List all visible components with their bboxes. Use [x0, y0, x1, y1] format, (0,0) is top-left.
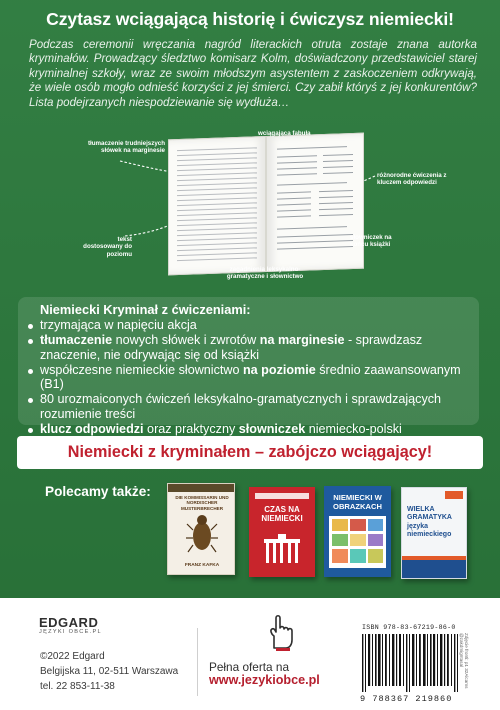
slogan-banner	[17, 436, 483, 469]
features-box	[18, 297, 479, 436]
brandenburg-gate-icon	[262, 533, 302, 565]
feature-item: tłumaczenie nowych słówek i zwrotów na marginesie - sprawdzasz znaczenie, nie odrywając się od książki	[26, 333, 474, 362]
feature-item: trzymająca w napięciu akcja	[26, 318, 474, 333]
callout-level: tekst dostosowany do poziomu	[83, 236, 132, 258]
right-page	[266, 133, 364, 272]
offer-label: Pełna oferta na	[209, 660, 290, 674]
barcode	[362, 634, 460, 692]
feature-item: 80 urozmaiconych ćwiczeń leksykalno-gramatycznych i sprawdzających rozumienie treści	[26, 392, 474, 421]
recommend-label: Polecamy także:	[45, 484, 151, 499]
callout-exercises: różnorodne ćwiczenia z kluczem odpowiedzi	[377, 172, 447, 187]
barcode-digits: 9 788367 219860	[360, 694, 453, 704]
book-cover-czas-na-niemiecki[interactable]: CZAS NA NIEMIECKI	[249, 487, 315, 577]
features-title: Niemiecki Kryminał z ćwiczeniami:	[40, 302, 251, 317]
phone: tel. 22 853-11-38	[40, 681, 115, 692]
book-cover-niemiecki-w-obrazkach[interactable]: NIEMIECKI W OBRAZKACH	[324, 486, 391, 577]
open-book	[168, 133, 364, 276]
isbn: ISBN 978-83-67219-86-0	[362, 624, 456, 631]
intro-text: Podczas ceremonii wręczania nagród literackich otruta zostaje znana autorka kryminałów. Prowadzący śledztwo komisarz Kolm, doświadczony przedstawiciel starej kryminalnej szkoły, wraz ze swoim młodszym asystentem z zaskoczeniem odkrywają, że wiele osób mogło odnieść korzyści z jej śmierci. Czy zabił któryś z jej konkurentów? Lista podejrzanych niespodziewanie się wydłuża…	[29, 38, 477, 109]
photo-credit: Zdjęcie fronti: p1 32Alcams @zakdmigntasal	[458, 633, 469, 689]
copyright: ©2022 Edgard	[40, 651, 105, 662]
slogan-text: Niemiecki z kryminałem – zabójczo wciągający!	[67, 443, 433, 461]
footer-divider	[197, 628, 198, 696]
callout-plot: wciągająca fabuła	[258, 130, 311, 137]
callout-margin-words: tłumaczenie trudniejszych słówek na marginesie	[87, 140, 165, 155]
edgard-logo: EDGARD	[39, 615, 99, 630]
pointing-hand-icon	[262, 612, 302, 652]
feature-item: współczesne niemieckie słownictwo na poziomie średnio zaawansowanym (B1)	[26, 363, 474, 392]
offer-link[interactable]: www.jezykiobce.pl	[209, 673, 320, 687]
callout-grammar: zagadnienia leksykalno-gramatyczne i słownictwo	[226, 266, 304, 281]
book-cover-wielka-gramatyka[interactable]: WIELKA GRAMATYKA języka niemieckiego	[401, 487, 467, 579]
headline: Czytasz wciągającą historię i ćwiczysz niemiecki!	[46, 9, 454, 29]
book-illustration	[0, 128, 500, 298]
book-cover-kryminal[interactable]: DIE KOMMISSARIN UND NORDISCHER MUSTERBRECHER FRANZ KAFKA	[167, 483, 235, 575]
beetle-icon	[186, 510, 218, 556]
left-page	[168, 136, 266, 275]
edgard-logo-subtitle: JĘZYKI OBCE.PL	[39, 629, 102, 635]
feature-item: klucz odpowiedzi oraz praktyczny słowniczek niemiecko-polski	[26, 422, 474, 437]
address: Belgijska 11, 02-511 Warszawa	[40, 666, 179, 677]
callout-dictionary: słowniczek na końcu książki	[350, 234, 392, 249]
features-list	[26, 318, 474, 437]
